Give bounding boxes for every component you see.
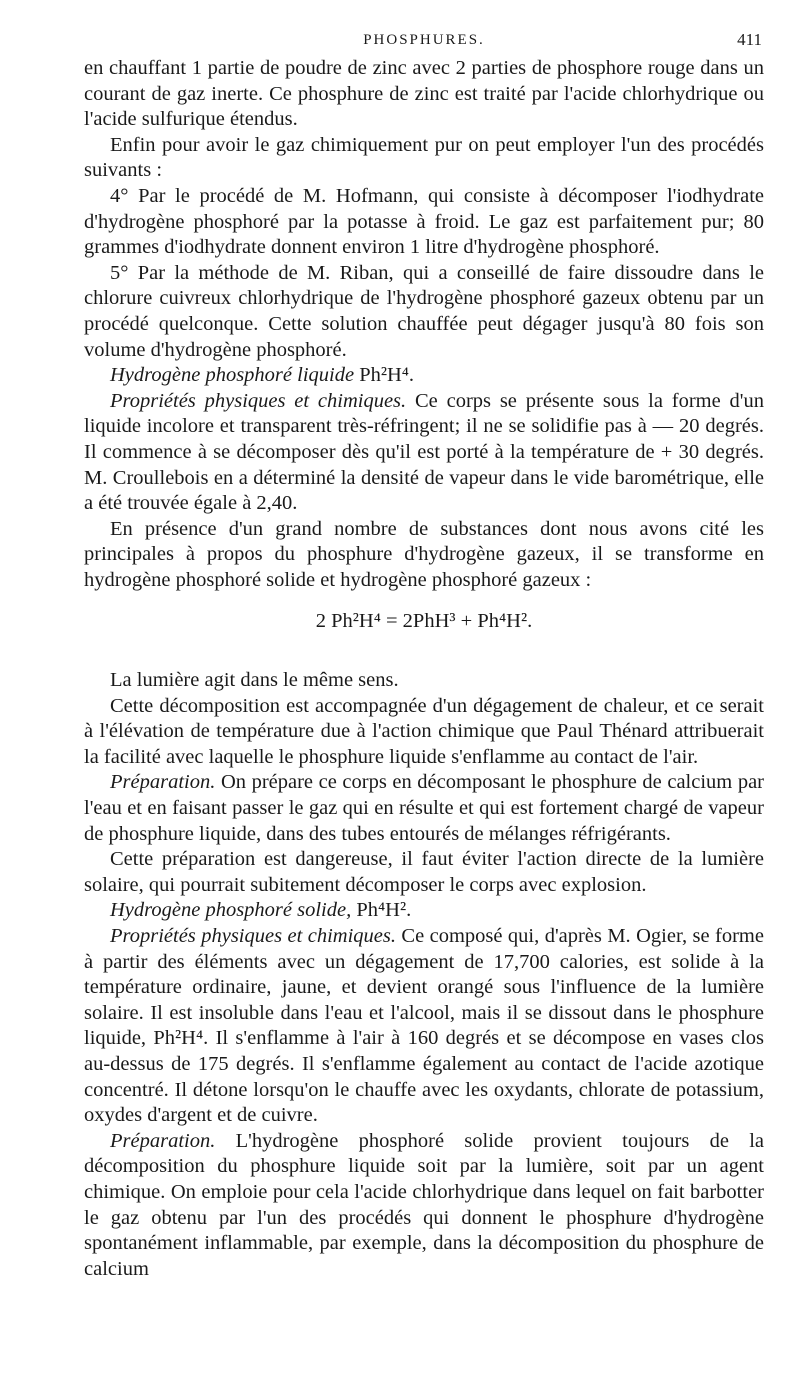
book-page bbox=[84, 20, 764, 1282]
running-header bbox=[84, 20, 764, 56]
section-heading bbox=[84, 363, 764, 389]
paragraph-body: Ce composé qui, d'après M. Ogier, se forme à partir des éléments avec un dégagement de 17,700 calories, est solide à la température ordinaire, jaune, et devient orangé sous l'influence de la lumière solaire. Il est insoluble dans l'eau et l'alcool, mais il se dissout dans le phosphure liquide, Ph²H⁴. Il s'enflamme à l'air à 160 degrés et se décompose en vases clos au-dessus de 175 degrés. Il s'enflamme également au contact de l'acide azotique concentré. Il détone lorsqu'on le chauffe avec les oxydants, chlorate de potassium, oxydes d'argent et de cuivre. bbox=[84, 925, 764, 1127]
section-heading-formula: Ph⁴H². bbox=[356, 899, 412, 922]
paragraph: Enfin pour avoir le gaz chimiquement pur on peut employer l'un des procédés suivants : bbox=[84, 133, 764, 182]
paragraph-lead: Propriétés physiques et chimiques. bbox=[110, 389, 407, 412]
paragraph-lead: Préparation. bbox=[110, 771, 216, 794]
paragraph bbox=[84, 924, 764, 1129]
paragraph: 4° Par le procédé de M. Hofmann, qui consiste à décomposer l'iodhydrate d'hydrogène phosphoré par la potasse à froid. Le gaz est parfaitement pur; 80 grammes d'iodhydrate donnent environ 1 litre d'hydrogène phosphoré. bbox=[84, 184, 764, 259]
chemical-equation: 2 Ph²H⁴ = 2PhH³ + Ph⁴H². bbox=[315, 610, 533, 633]
paragraph bbox=[84, 770, 764, 847]
paragraph bbox=[84, 389, 764, 517]
section-heading-title: Hydrogène phosphoré liquide bbox=[110, 364, 355, 387]
paragraph: en chauffant 1 partie de poudre de zinc avec 2 parties de phosphore rouge dans un courant de gaz inerte. Ce phosphure de zinc est traité par l'acide chlorhydrique ou l'acide sulfurique étendus. bbox=[84, 57, 764, 131]
paragraph: 5° Par la méthode de M. Riban, qui a conseillé de faire dissoudre dans le chlorure cuivreux chlorhydrique de l'hydrogène phosphoré gazeux obtenu par un procédé quelconque. Cette solution chauffée peut dégager jusqu'à 80 fois son volume d'hydrogène phosphoré. bbox=[84, 261, 764, 361]
section-heading bbox=[84, 898, 764, 924]
body-text bbox=[84, 56, 764, 1282]
paragraph: La lumière agit dans le même sens. bbox=[110, 669, 399, 692]
page-number: 411 bbox=[737, 30, 762, 49]
paragraph: En présence d'un grand nombre de substances dont nous avons cité les principales à propos du phosphure d'hydrogène gazeux, il se transforme en hydrogène phosphoré solide et hydrogène phosphoré gazeux : bbox=[84, 517, 764, 591]
paragraph bbox=[84, 1129, 764, 1283]
paragraph-body: Ce corps se présente sous la forme d'un liquide incolore et transparent très-réfringent; il ne se solidifie pas à — 20 degrés. Il commence à se décomposer dès qu'il est porté à la température de + 30 degrés. M. Croullebois en a déterminé la densité de vapeur dans le vide barométrique, elle a été trouvée égale à 2,40. bbox=[84, 389, 764, 515]
running-title: PHOSPHURES. bbox=[363, 32, 485, 48]
paragraph-lead: Propriétés physiques et chimiques. bbox=[110, 925, 396, 947]
paragraph: Cette décomposition est accompagnée d'un dégagement de chaleur, et ce serait à l'élévation de température due à l'action chimique que Paul Thénard attribuerait la facilité avec laquelle le phosphure liquide s'enflamme au contact de l'air. bbox=[84, 694, 764, 768]
paragraph: Cette préparation est dangereuse, il faut éviter l'action directe de la lumière solaire, qui pourrait subitement décomposer le corps avec explosion. bbox=[84, 848, 764, 896]
section-heading-formula: Ph²H⁴. bbox=[359, 364, 415, 387]
paragraph-body: L'hydrogène phosphoré solide provient toujours de la décomposition du phosphure liquide soit par la lumière, soit par un agent chimique. On emploie pour cela l'acide chlorhydrique dans lequel on fait barbotter le gaz obtenu par l'un des procédés qui donnent le phosphure d'hydrogène spontanément inflammable, par exemple, dans la décomposition du phosphure de calcium bbox=[84, 1129, 764, 1280]
section-heading-title: Hydrogène phosphoré solide, bbox=[110, 899, 352, 922]
paragraph-body: On prépare ce corps en décomposant le phosphure de calcium par l'eau et en faisant passer le gaz qui en résulte et qui est fortement chargé de vapeur de phosphure liquide, dans des tubes entourés de mélanges réfrigérants. bbox=[84, 771, 765, 845]
paragraph-lead: Préparation. bbox=[110, 1129, 216, 1152]
